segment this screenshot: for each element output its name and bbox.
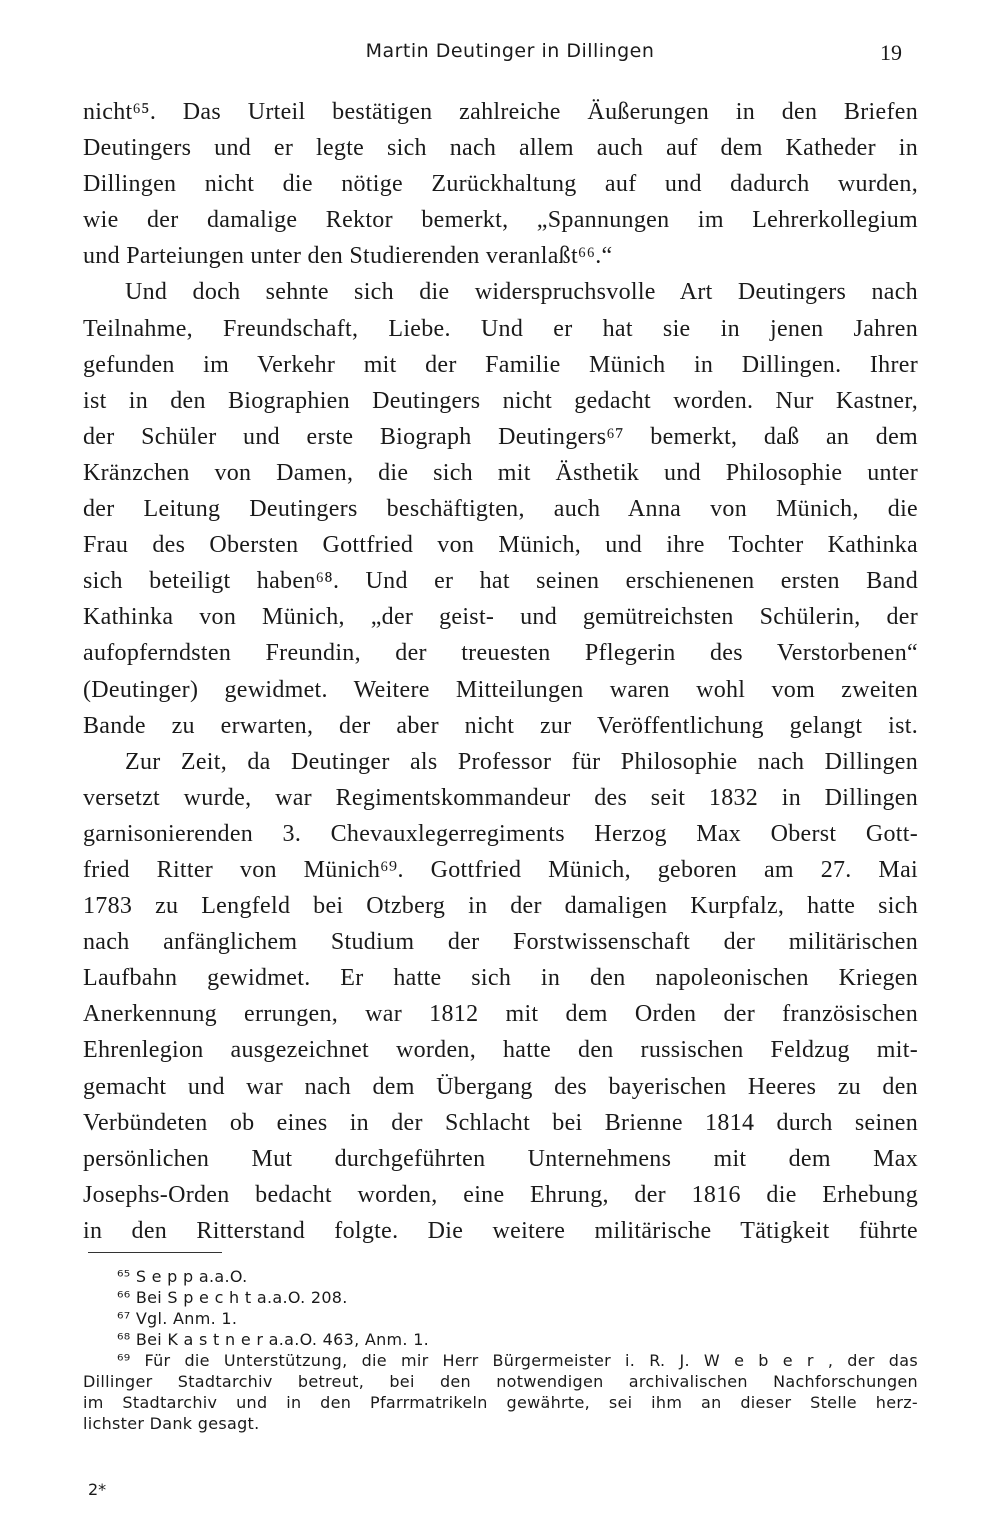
running-title: Martin Deutinger in Dillingen [365, 40, 655, 62]
body-line: garnisonierenden 3. Chevauxlegerregiments Herzog Max Oberst Gott- [83, 820, 918, 847]
footnote-divider [88, 1252, 222, 1253]
body-line: Frau des Obersten Gottfried von Münich, und ihre Tochter Kathinka [83, 532, 918, 559]
body-line: fried Ritter von Münich⁶⁹. Gottfried Münich, geboren am 27. Mai [83, 856, 918, 883]
body-line: Bande zu erwarten, der aber nicht zur Veröffentlichung gelangt ist. [83, 712, 918, 739]
body-line: Verbündeten ob eines in der Schlacht bei Brienne 1814 durch seinen [83, 1109, 918, 1136]
body-line: nach anfänglichem Studium der Forstwissenschaft der militärischen [83, 929, 918, 956]
footnote-65: ⁶⁵ S e p p a.a.O. [117, 1267, 248, 1286]
body-line: wie der damalige Rektor bemerkt, „Spannungen im Lehrerkollegium [83, 207, 918, 234]
body-line: Laufbahn gewidmet. Er hatte sich in den napoleonischen Kriegen [83, 965, 918, 992]
body-line: Ehrenlegion ausgezeichnet worden, hatte den russischen Feldzug mit- [83, 1037, 918, 1064]
body-line: nicht⁶⁵. Das Urteil bestätigen zahlreiche Äußerungen in den Briefen [83, 99, 918, 125]
body-line: gemacht und war nach dem Übergang des bayerischen Heeres zu den [83, 1073, 918, 1100]
running-head [0, 40, 1000, 70]
page-number: 19 [880, 40, 902, 65]
footnote-69-line: im Stadtarchiv und in den Pfarrmatrikeln gewährte, sei ihm an dieser Stelle herz- [83, 1393, 918, 1412]
body-line: der Leitung Deutingers beschäftigten, auch Anna von Münich, die [83, 496, 918, 523]
body-line: (Deutinger) gewidmet. Weitere Mitteilungen waren wohl vom zweiten [83, 676, 918, 703]
body-line: aufopferndsten Freundin, der treuesten Pflegerin des Verstorbenen“ [83, 640, 918, 667]
body-text [83, 94, 918, 1249]
body-line: der Schüler und erste Biograph Deutingers⁶⁷ bemerkt, daß an dem [83, 423, 918, 450]
body-line: Dillingen nicht die nötige Zurückhaltung auf und dadurch wurden, [83, 171, 918, 198]
signature-mark: 2* [88, 1480, 107, 1499]
body-line: Deutingers und er legte sich nach allem auch auf dem Katheder in [83, 135, 918, 162]
body-line: ist in den Biographien Deutingers nicht gedacht worden. Nur Kastner, [83, 387, 918, 414]
body-line: Kränzchen von Damen, die sich mit Ästhetik und Philosophie unter [83, 459, 918, 486]
body-line: persönlichen Mut durchgeführten Unternehmens mit dem Max [83, 1145, 918, 1172]
footnote-69-line: Dillinger Stadtarchiv betreut, bei den notwendigen archivalischen Nachforschungen [83, 1372, 918, 1391]
body-line: und Parteiungen unter den Studierenden veranlaßt⁶⁶.“ [83, 243, 613, 270]
body-line: 1783 zu Lengfeld bei Otzberg in der damaligen Kurpfalz, hatte sich [83, 893, 918, 920]
body-line: sich beteiligt haben⁶⁸. Und er hat seinen erschienenen ersten Band [83, 568, 918, 595]
body-line: Kathinka von Münich, „der geist- und gemütreichsten Schülerin, der [83, 604, 918, 631]
footnote-68: ⁶⁸ Bei K a s t n e r a.a.O. 463, Anm. 1. [117, 1330, 430, 1349]
body-line: in den Ritterstand folgte. Die weitere militärische Tätigkeit führte [83, 1217, 918, 1244]
footnotes [83, 1266, 918, 1434]
footnote-69-line: ⁶⁹ Für die Unterstützung, die mir Herr Bürgermeister i. R. J. W e b e r , der das [117, 1351, 918, 1370]
body-line: Und doch sehnte sich die widerspruchsvolle Art Deutingers nach [125, 279, 918, 306]
body-line: gefunden im Verkehr mit der Familie Münich in Dillingen. Ihrer [83, 351, 918, 378]
footnote-66: ⁶⁶ Bei S p e c h t a.a.O. 208. [117, 1288, 348, 1307]
body-line: Anerkennung errungen, war 1812 mit dem Orden der französischen [83, 1001, 918, 1028]
body-line: Zur Zeit, da Deutinger als Professor für Philosophie nach Dillingen [125, 748, 918, 775]
body-line: Teilnahme, Freundschaft, Liebe. Und er hat sie in jenen Jahren [83, 315, 918, 342]
footnote-67: ⁶⁷ Vgl. Anm. 1. [117, 1309, 238, 1328]
body-line: versetzt wurde, war Regimentskommandeur des seit 1832 in Dillingen [83, 784, 918, 811]
footnote-69-line: lichster Dank gesagt. [83, 1414, 260, 1433]
body-line: Josephs-Orden bedacht worden, eine Ehrung, der 1816 die Erhebung [83, 1181, 918, 1208]
